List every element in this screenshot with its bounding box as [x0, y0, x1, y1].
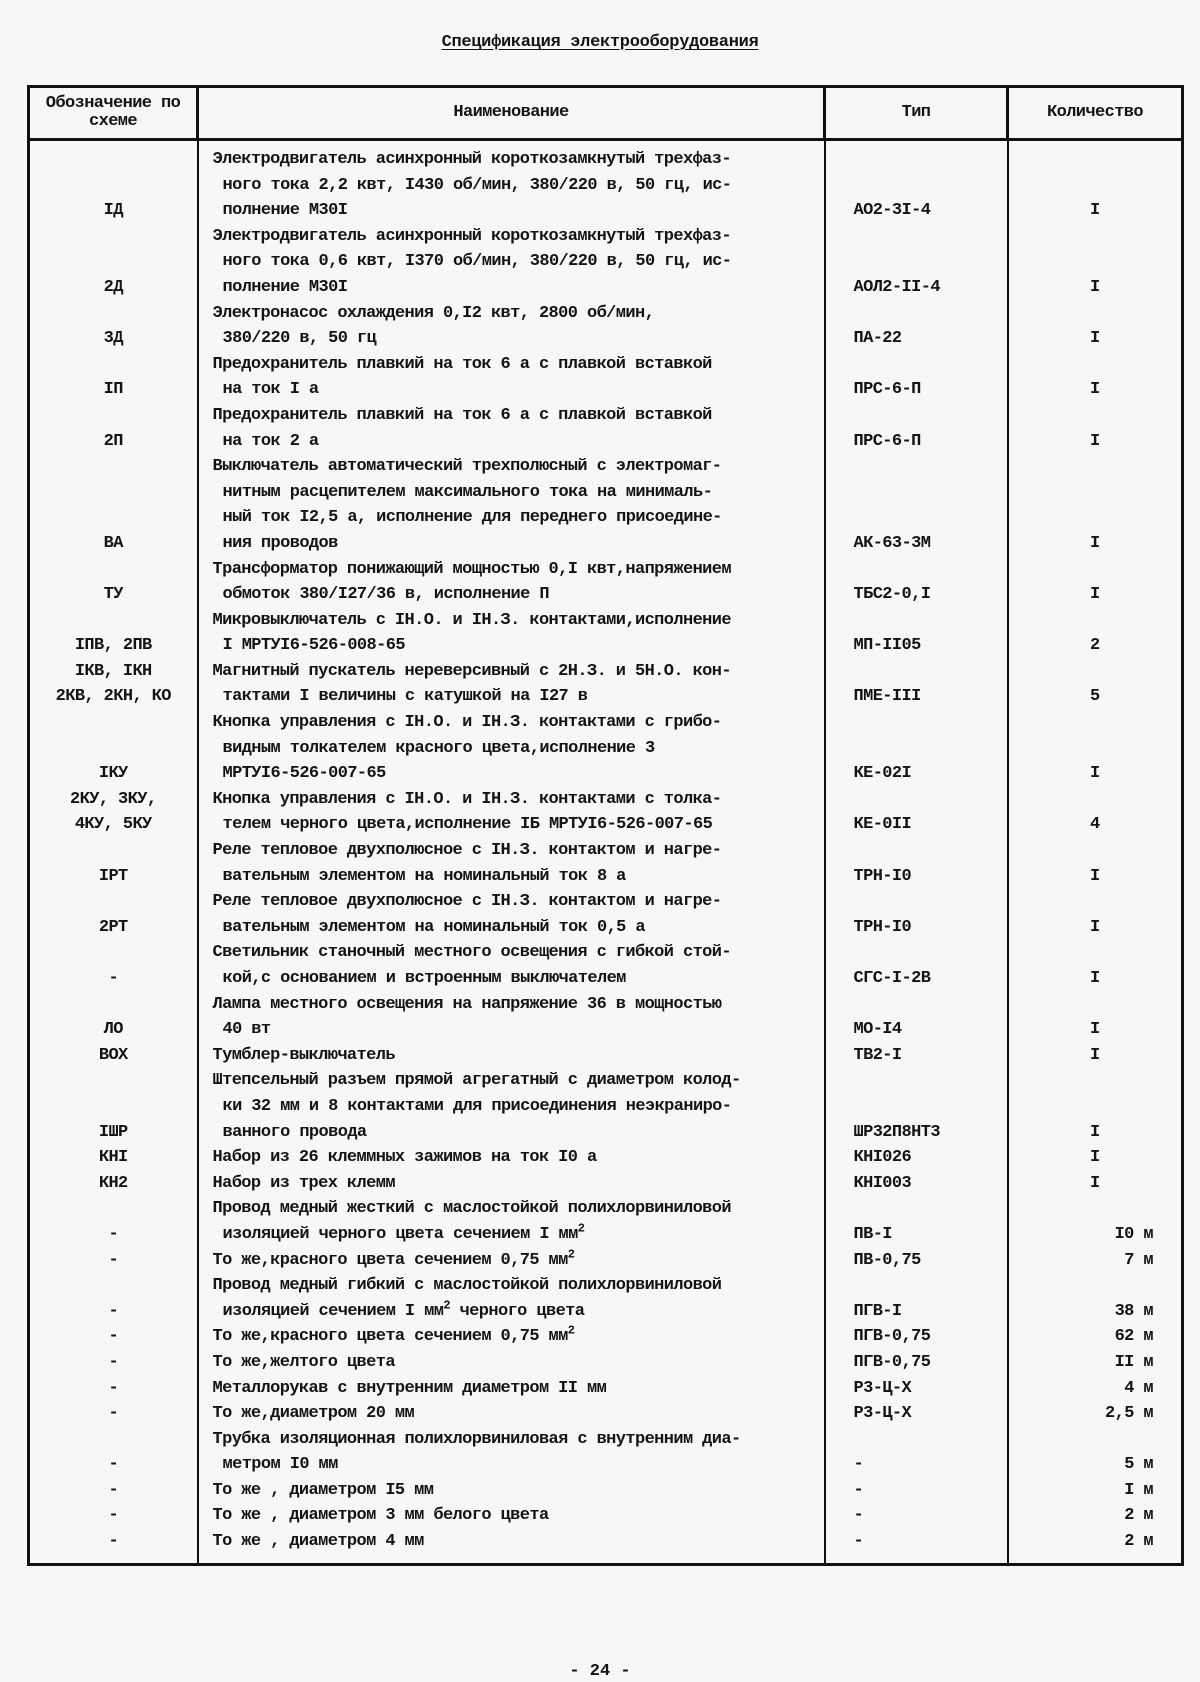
table-header-row: [29, 87, 1183, 140]
cell-quantity: II м: [1008, 1350, 1183, 1376]
designation-line: 2РТ: [98, 917, 128, 937]
cell-name: [198, 1427, 825, 1478]
designation-line: -: [108, 1506, 119, 1526]
designation-line: [30, 1196, 197, 1222]
designation-line: IРТ: [98, 866, 128, 886]
name-line: вательным элементом на номинальный ток 8 а: [222, 866, 626, 886]
designation-line: КНI: [98, 1148, 128, 1168]
cell-name: [198, 1145, 825, 1171]
table-row: [29, 454, 1183, 556]
table-row: [29, 140, 1183, 224]
cell-quantity: I: [1008, 224, 1183, 301]
cell-type: ТБС2-0,I: [825, 557, 1008, 608]
cell-quantity: I: [1008, 940, 1183, 991]
cell-name: [198, 301, 825, 352]
name-line: полнение М30I: [222, 277, 348, 297]
cell-name: [198, 1273, 825, 1324]
cell-type: АОЛ2-II-4: [825, 224, 1008, 301]
cell-quantity: I: [1008, 140, 1183, 224]
cell-name: [198, 1196, 825, 1247]
name-line: Трансформатор понижающий мощностью 0,I квт,напряжением: [212, 559, 731, 579]
table-row: [29, 301, 1183, 352]
cell-name: [198, 838, 825, 889]
cell-quantity: 2: [1008, 608, 1183, 659]
table-row: [29, 1248, 1183, 1274]
cell-quantity: I: [1008, 352, 1183, 403]
cell-quantity: 5: [1008, 659, 1183, 710]
designation-line: -: [108, 1404, 119, 1424]
name-line: ки 32 мм и 8 контактами для присоединения неэкраниро-: [222, 1096, 732, 1116]
cell-designation: [29, 224, 198, 301]
cell-designation: [29, 992, 198, 1043]
designation-line: IКУ: [98, 764, 128, 784]
designation-line: ВОХ: [98, 1045, 128, 1065]
cell-quantity: 7 м: [1008, 1248, 1183, 1274]
cell-type: МО-I4: [825, 992, 1008, 1043]
cell-quantity: I м: [1008, 1478, 1183, 1504]
cell-designation: [29, 352, 198, 403]
table-row: [29, 940, 1183, 991]
name-line: обмоток 380/I27/36 в, исполнение П: [222, 585, 549, 605]
designation-line: [30, 1427, 197, 1453]
cell-designation: [29, 659, 198, 710]
designation-line: IПВ, 2ПВ: [74, 636, 152, 656]
cell-designation: [29, 1350, 198, 1376]
table-row: [29, 224, 1183, 301]
cell-designation: [29, 1529, 198, 1564]
name-line: Микровыключатель с IН.О. и IН.З. контактами,исполнение: [212, 610, 731, 630]
designation-line: -: [108, 1532, 119, 1552]
cell-quantity: I: [1008, 301, 1183, 352]
header-type: Тип: [825, 87, 1008, 140]
cell-designation: [29, 1427, 198, 1478]
designation-line: [30, 940, 197, 966]
designation-line: 3Д: [103, 329, 123, 349]
header-quantity: Количество: [1008, 87, 1183, 140]
table-row: [29, 1145, 1183, 1171]
cell-designation: [29, 1401, 198, 1427]
cell-type: ПГВ-0,75: [825, 1324, 1008, 1350]
name-line: тактами I величины с катушкой на I27 в: [222, 687, 588, 707]
cell-quantity: I: [1008, 1171, 1183, 1197]
cell-name: [198, 403, 825, 454]
name-line: телем черного цвета,исполнение IБ МРТУI6-526-007-65: [222, 815, 713, 835]
table-row: [29, 352, 1183, 403]
name-line: вательным элементом на номинальный ток 0,5 а: [222, 917, 645, 937]
cell-quantity: 5 м: [1008, 1427, 1183, 1478]
specification-table: [27, 85, 1184, 1566]
cell-quantity: 4 м: [1008, 1376, 1183, 1402]
cell-designation: [29, 1145, 198, 1171]
cell-name: [198, 557, 825, 608]
cell-type: ПМЕ-III: [825, 659, 1008, 710]
cell-designation: [29, 1043, 198, 1069]
designation-line: [30, 1273, 197, 1299]
designation-line: IП: [103, 380, 123, 400]
name-line: ванного провода: [222, 1122, 367, 1142]
cell-quantity: I: [1008, 710, 1183, 787]
page-number: - 24 -: [569, 1662, 631, 1681]
cell-name: [198, 454, 825, 556]
cell-name: [198, 787, 825, 838]
cell-type: ПГВ-I: [825, 1273, 1008, 1324]
cell-quantity: I: [1008, 1043, 1183, 1069]
name-line: Набор из 26 клеммных зажимов на ток I0 а: [212, 1148, 597, 1168]
cell-quantity: 2 м: [1008, 1503, 1183, 1529]
designation-line: 4КУ, 5КУ: [74, 815, 152, 835]
cell-type: ТРН-I0: [825, 889, 1008, 940]
cell-designation: [29, 454, 198, 556]
cell-designation: [29, 403, 198, 454]
table-row: [29, 1171, 1183, 1197]
cell-designation: [29, 787, 198, 838]
cell-type: -: [825, 1503, 1008, 1529]
cell-type: КЕ-0II: [825, 787, 1008, 838]
cell-quantity: 38 м: [1008, 1273, 1183, 1324]
table-row: [29, 787, 1183, 838]
table-row: [29, 1324, 1183, 1350]
cell-designation: [29, 557, 198, 608]
cell-quantity: I0 м: [1008, 1196, 1183, 1247]
name-line: Светильник станочный местного освещения с гибкой стой-: [212, 943, 731, 963]
designation-line: -: [108, 1352, 119, 1372]
table-row: [29, 403, 1183, 454]
designation-line: IШР: [98, 1122, 128, 1142]
cell-type: ПРС-6-П: [825, 352, 1008, 403]
cell-designation: [29, 1273, 198, 1324]
name-line: То же,диаметром 20 мм: [212, 1404, 415, 1424]
cell-type: ПВ-I: [825, 1196, 1008, 1247]
cell-type: ТВ2-I: [825, 1043, 1008, 1069]
designation-line: -: [108, 1224, 119, 1244]
name-line: ния проводов: [222, 533, 338, 553]
designation-line: ЛО: [103, 1020, 123, 1040]
designation-line: -: [108, 1480, 119, 1500]
name-line: изоляцией черного цвета сечением I $мм^2$: [222, 1221, 585, 1244]
table-row: [29, 1401, 1183, 1427]
name-line: То же,красного цвета сечением 0,75 $мм^2$: [212, 1246, 575, 1270]
header-designation: Обозначение по схеме: [29, 87, 198, 140]
cell-name: [198, 1324, 825, 1350]
cell-type: КНI026: [825, 1145, 1008, 1171]
cell-quantity: I: [1008, 992, 1183, 1043]
cell-name: [198, 140, 825, 224]
cell-name: [198, 889, 825, 940]
cell-type: АО2-3I-4: [825, 140, 1008, 224]
name-line: Штепсельный разъем прямой агрегатный с диаметром колод-: [212, 1071, 741, 1091]
name-line: Магнитный пускатель нереверсивный с 2Н.З. и 5Н.О. кон-: [212, 661, 731, 681]
name-line: ный ток I2,5 а, исполнение для переднего присоедине-: [222, 508, 722, 528]
cell-type: ПА-22: [825, 301, 1008, 352]
designation-line: 2Д: [103, 277, 123, 297]
designation-line: КН2: [98, 1173, 128, 1193]
cell-type: ТРН-I0: [825, 838, 1008, 889]
cell-name: [198, 224, 825, 301]
name-line: полнение М30I: [222, 201, 348, 221]
cell-name: [198, 659, 825, 710]
cell-name: [198, 940, 825, 991]
name-line: Провод медный жесткий с маслостойкой полихлорвиниловой: [212, 1199, 731, 1219]
cell-name: [198, 1248, 825, 1274]
cell-name: [198, 608, 825, 659]
header-name: Наименование: [198, 87, 825, 140]
name-line: ного тока 2,2 квт, I430 об/мин, 380/220 в, 50 гц, ис-: [222, 175, 732, 195]
cell-type: Р3-Ц-Х: [825, 1376, 1008, 1402]
cell-type: АК-63-3М: [825, 454, 1008, 556]
designation-line: -: [108, 969, 119, 988]
cell-quantity: 2 м: [1008, 1529, 1183, 1564]
cell-name: [198, 1043, 825, 1069]
cell-name: [198, 352, 825, 403]
cell-name: [198, 1171, 825, 1197]
name-line: кой,с основанием и встроенным выключателем: [222, 969, 626, 988]
name-line: Металлорукав с внутренним диаметром II мм: [212, 1378, 607, 1398]
table-body: [29, 140, 1183, 1565]
name-line: То же , диаметром I5 мм: [212, 1480, 434, 1500]
table-row: [29, 1503, 1183, 1529]
name-line: изоляцией сечением I $мм^2$ черного цвета: [222, 1298, 585, 1321]
table-row: [29, 1068, 1183, 1145]
name-line: Тумблер-выключатель: [212, 1045, 395, 1065]
cell-quantity: 4: [1008, 787, 1183, 838]
cell-designation: [29, 1171, 198, 1197]
designation-line: -: [108, 1327, 119, 1347]
cell-quantity: I: [1008, 557, 1183, 608]
table-row: [29, 710, 1183, 787]
cell-designation: [29, 710, 198, 787]
cell-designation: [29, 140, 198, 224]
designation-line: -: [108, 1301, 119, 1321]
cell-designation: [29, 1196, 198, 1247]
name-line: Лампа местного освещения на напряжение 36 в мощностью: [212, 994, 722, 1014]
cell-designation: [29, 1068, 198, 1145]
name-line: Электродвигатель асинхронный короткозамкнутый трехфаз-: [212, 150, 731, 169]
cell-quantity: I: [1008, 889, 1183, 940]
name-line: То же,желтого цвета: [212, 1352, 395, 1372]
cell-name: [198, 1478, 825, 1504]
name-line: 40 вт: [222, 1020, 271, 1040]
cell-name: [198, 710, 825, 787]
designation-line: -: [108, 1250, 119, 1270]
cell-designation: [29, 1478, 198, 1504]
cell-name: [198, 1068, 825, 1145]
name-line: То же,красного цвета сечением 0,75 $мм^2$: [212, 1323, 575, 1347]
table-row: [29, 1529, 1183, 1564]
name-line: 380/220 в, 50 гц: [222, 329, 377, 349]
cell-designation: [29, 838, 198, 889]
cell-designation: [29, 301, 198, 352]
cell-quantity: 62 м: [1008, 1324, 1183, 1350]
cell-quantity: I: [1008, 454, 1183, 556]
name-line: Кнопка управления с IН.О. и IН.З. контактами с толка-: [212, 789, 722, 809]
table-row: [29, 659, 1183, 710]
name-line: ного тока 0,6 квт, I370 об/мин, 380/220 в, 50 гц, ис-: [222, 252, 732, 272]
designation-line: IД: [103, 201, 123, 221]
cell-name: [198, 1529, 825, 1564]
name-line: метром I0 мм: [222, 1455, 338, 1475]
cell-designation: [29, 608, 198, 659]
table-row: [29, 557, 1183, 608]
name-line: нитным расцепителем максимального тока на минималь-: [222, 482, 713, 502]
designation-line: 2КУ, 3КУ,: [70, 789, 157, 809]
cell-designation: [29, 1376, 198, 1402]
designation-line: IКВ, IКН: [74, 661, 152, 681]
table-row: [29, 1196, 1183, 1247]
name-line: Предохранитель плавкий на ток 6 а с плавкой вставкой: [212, 405, 712, 425]
name-line: на ток 2 а: [222, 431, 319, 451]
cell-type: -: [825, 1478, 1008, 1504]
name-line: I МРТУI6-526-008-65: [222, 636, 405, 656]
cell-quantity: I: [1008, 403, 1183, 454]
cell-quantity: I: [1008, 1145, 1183, 1171]
document-title: Спецификация электрооборудования: [441, 33, 759, 52]
name-line: То же , диаметром 3 мм белого цвета: [212, 1506, 549, 1526]
designation-line: -: [108, 1378, 119, 1398]
cell-name: [198, 1503, 825, 1529]
name-line: МРТУI6-526-007-65: [222, 764, 386, 784]
table-row: [29, 1427, 1183, 1478]
designation-line: 2П: [103, 431, 123, 451]
name-line: Реле тепловое двухполюсное с IН.З. контактом и нагре-: [212, 841, 722, 861]
designation-line: 2КВ, 2КН, КО: [55, 687, 171, 707]
cell-type: ШР32П8НТ3: [825, 1068, 1008, 1145]
cell-type: СГС-I-2В: [825, 940, 1008, 991]
cell-designation: [29, 940, 198, 991]
cell-quantity: I: [1008, 838, 1183, 889]
designation-line: -: [108, 1455, 119, 1475]
table-row: [29, 1273, 1183, 1324]
cell-type: -: [825, 1529, 1008, 1564]
table-row: [29, 1043, 1183, 1069]
name-line: Электродвигатель асинхронный короткозамкнутый трехфаз-: [212, 226, 731, 246]
cell-designation: [29, 889, 198, 940]
cell-type: ПВ-0,75: [825, 1248, 1008, 1274]
designation-line: ТУ: [103, 585, 123, 605]
cell-type: Р3-Ц-Х: [825, 1401, 1008, 1427]
cell-name: [198, 1401, 825, 1427]
name-line: Выключатель автоматический трехполюсный с электромаг-: [212, 457, 722, 477]
name-line: Трубка изоляционная полихлорвиниловая с внутренним диа-: [212, 1429, 741, 1449]
cell-type: -: [825, 1427, 1008, 1478]
name-line: Реле тепловое двухполюсное с IН.З. контактом и нагре-: [212, 892, 722, 912]
cell-name: [198, 1350, 825, 1376]
cell-quantity: I: [1008, 1068, 1183, 1145]
cell-designation: [29, 1248, 198, 1274]
table-row: [29, 608, 1183, 659]
cell-quantity: 2,5 м: [1008, 1401, 1183, 1427]
name-line: на ток I а: [222, 380, 319, 400]
cell-type: ПГВ-0,75: [825, 1350, 1008, 1376]
cell-type: ПРС-6-П: [825, 403, 1008, 454]
name-line: Кнопка управления с IН.О. и IН.З. контактами с грибо-: [212, 713, 722, 733]
table-row: [29, 1478, 1183, 1504]
cell-type: КНI003: [825, 1171, 1008, 1197]
name-line: Набор из трех клемм: [212, 1173, 395, 1193]
name-line: видным толкателем красного цвета,исполнение 3: [222, 738, 655, 758]
cell-type: МП-II05: [825, 608, 1008, 659]
cell-name: [198, 992, 825, 1043]
table-row: [29, 1350, 1183, 1376]
name-line: Электронасос охлаждения 0,I2 квт, 2800 об/мин,: [212, 303, 655, 323]
table-row: [29, 1376, 1183, 1402]
table-row: [29, 992, 1183, 1043]
table-row: [29, 889, 1183, 940]
table-row: [29, 838, 1183, 889]
designation-line: ВА: [103, 533, 123, 553]
cell-designation: [29, 1324, 198, 1350]
name-line: Предохранитель плавкий на ток 6 а с плавкой вставкой: [212, 354, 712, 374]
cell-designation: [29, 1503, 198, 1529]
cell-type: КЕ-02I: [825, 710, 1008, 787]
cell-name: [198, 1376, 825, 1402]
name-line: То же , диаметром 4 мм: [212, 1532, 424, 1552]
name-line: Провод медный гибкий с маслостойкой полихлорвиниловой: [212, 1276, 722, 1296]
